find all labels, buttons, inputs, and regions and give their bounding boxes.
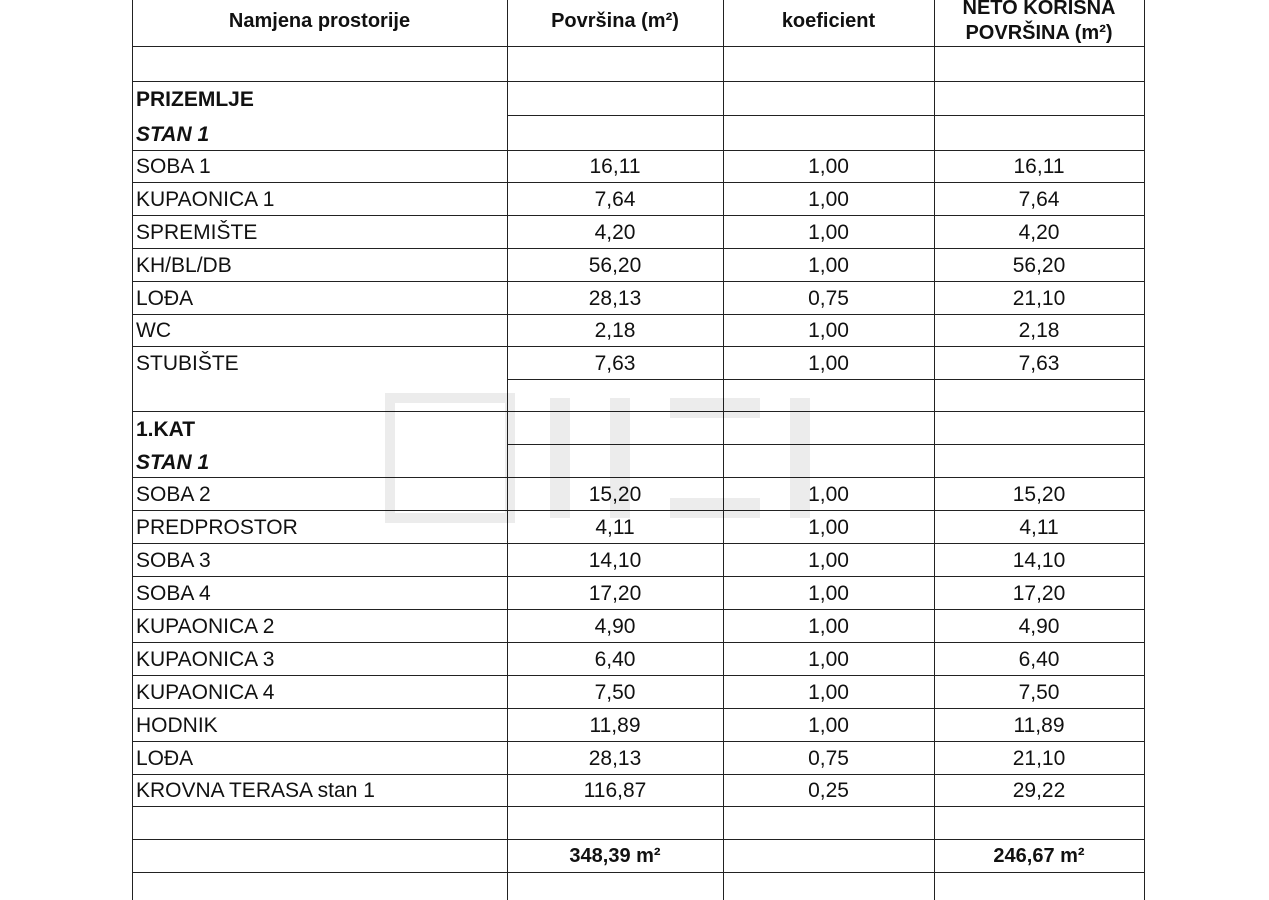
room-net-area: 7,64 bbox=[1018, 187, 1060, 211]
room-coefficient: 1,00 bbox=[808, 713, 849, 737]
room-area: 7,63 bbox=[594, 351, 636, 375]
table-row bbox=[132, 216, 1144, 249]
room-area: 2,18 bbox=[594, 318, 636, 342]
grid-line bbox=[132, 46, 1144, 47]
room-name: KROVNA TERASA stan 1 bbox=[136, 778, 375, 802]
total-net-area: 246,67 m² bbox=[993, 845, 1085, 867]
room-coefficient: 1,00 bbox=[808, 318, 849, 342]
room-net-area: 15,20 bbox=[1012, 482, 1066, 506]
room-name: KUPAONICA 3 bbox=[136, 647, 275, 671]
unit-row bbox=[132, 446, 1144, 479]
table-row bbox=[132, 709, 1144, 742]
grid-line bbox=[132, 81, 1144, 82]
table-row bbox=[132, 544, 1144, 577]
room-coefficient: 1,00 bbox=[808, 187, 849, 211]
room-area: 116,87 bbox=[583, 778, 647, 802]
room-name: SOBA 3 bbox=[136, 548, 211, 572]
section-title: 1.KAT bbox=[136, 417, 196, 441]
room-net-area: 7,63 bbox=[1018, 351, 1060, 375]
room-area: 28,13 bbox=[588, 746, 642, 770]
header-row bbox=[132, 0, 1144, 46]
room-net-area: 16,11 bbox=[1013, 154, 1065, 178]
room-coefficient: 1,00 bbox=[808, 647, 849, 671]
header-net-area bbox=[934, 0, 1144, 46]
room-area: 28,13 bbox=[588, 286, 642, 310]
room-name: SPREMIŠTE bbox=[136, 220, 258, 244]
table-row bbox=[132, 774, 1144, 807]
unit-title: STAN 1 bbox=[136, 450, 210, 474]
room-net-area: 4,90 bbox=[1018, 614, 1060, 638]
room-area: 11,89 bbox=[589, 713, 641, 737]
room-area: 17,20 bbox=[588, 581, 642, 605]
unit-title: STAN 1 bbox=[136, 122, 210, 146]
room-net-area: 6,40 bbox=[1018, 647, 1060, 671]
room-coefficient: 1,00 bbox=[808, 515, 849, 539]
room-name: HODNIK bbox=[136, 713, 218, 737]
room-area: 4,20 bbox=[594, 220, 636, 244]
room-name: KUPAONICA 2 bbox=[136, 614, 275, 638]
room-area: 4,90 bbox=[594, 614, 636, 638]
room-net-area: 29,22 bbox=[1012, 778, 1066, 802]
room-coefficient: 0,25 bbox=[808, 778, 849, 802]
section-row bbox=[132, 413, 1144, 446]
room-coefficient: 1,00 bbox=[808, 548, 849, 572]
room-net-area: 21,10 bbox=[1012, 746, 1066, 770]
room-name: SOBA 4 bbox=[136, 581, 211, 605]
room-net-area: 17,20 bbox=[1012, 581, 1066, 605]
table-row bbox=[132, 610, 1144, 643]
room-coefficient: 1,00 bbox=[808, 351, 849, 375]
table-row bbox=[132, 643, 1144, 676]
room-net-area: 2,18 bbox=[1018, 318, 1060, 342]
room-name: SOBA 1 bbox=[136, 154, 211, 178]
table-row bbox=[132, 511, 1144, 544]
room-name: KUPAONICA 4 bbox=[136, 680, 275, 704]
grid-line bbox=[132, 411, 1144, 412]
grid-line bbox=[1144, 0, 1145, 900]
room-area: 15,20 bbox=[588, 482, 642, 506]
room-name: LOĐA bbox=[136, 286, 194, 310]
table-row bbox=[132, 478, 1144, 511]
room-net-area: 4,20 bbox=[1018, 220, 1060, 244]
table-row bbox=[132, 150, 1144, 183]
section-title: PRIZEMLJE bbox=[136, 88, 254, 111]
table-row bbox=[132, 282, 1144, 315]
room-area: 16,11 bbox=[589, 154, 641, 178]
room-name: LOĐA bbox=[136, 746, 194, 770]
total-area: 348,39 m² bbox=[569, 845, 661, 867]
room-name: STUBIŠTE bbox=[136, 351, 239, 375]
section-row bbox=[132, 84, 1144, 116]
table-row bbox=[132, 347, 1144, 380]
room-area: 7,64 bbox=[594, 187, 636, 211]
room-coefficient: 1,00 bbox=[808, 253, 849, 277]
room-area: 4,11 bbox=[595, 515, 635, 539]
room-coefficient: 1,00 bbox=[808, 680, 849, 704]
table-row bbox=[132, 676, 1144, 709]
room-area: 6,40 bbox=[594, 647, 636, 671]
room-name: KH/BL/DB bbox=[136, 253, 232, 277]
header-name: Namjena prostorije bbox=[228, 9, 411, 32]
unit-row bbox=[132, 118, 1144, 151]
room-net-area: 7,50 bbox=[1018, 680, 1060, 704]
room-area: 56,20 bbox=[588, 253, 642, 277]
room-net-area: 21,10 bbox=[1012, 286, 1066, 310]
room-net-area: 4,11 bbox=[1019, 515, 1059, 539]
table-row bbox=[132, 577, 1144, 610]
totals-row bbox=[132, 840, 1144, 873]
header-net-line2: POVRŠINA (m²) bbox=[965, 22, 1113, 44]
room-name: WC bbox=[136, 318, 171, 342]
header-net-line1: NETO KORISNA bbox=[962, 0, 1116, 19]
header-area: Površina (m²) bbox=[551, 9, 679, 32]
room-coefficient: 1,00 bbox=[808, 581, 849, 605]
room-coefficient: 0,75 bbox=[808, 746, 849, 770]
room-coefficient: 0,75 bbox=[808, 286, 849, 310]
room-net-area: 14,10 bbox=[1012, 548, 1066, 572]
room-coefficient: 1,00 bbox=[808, 154, 849, 178]
room-net-area: 11,89 bbox=[1013, 713, 1065, 737]
room-area: 7,50 bbox=[594, 680, 636, 704]
room-coefficient: 1,00 bbox=[808, 220, 849, 244]
room-area: 14,10 bbox=[588, 548, 642, 572]
room-coefficient: 1,00 bbox=[808, 614, 849, 638]
room-name: KUPAONICA 1 bbox=[136, 187, 275, 211]
table-row bbox=[132, 742, 1144, 775]
table-row bbox=[132, 314, 1144, 347]
room-name: PREDPROSTOR bbox=[136, 515, 298, 539]
table-row bbox=[132, 183, 1144, 216]
room-net-area: 56,20 bbox=[1012, 253, 1066, 277]
room-coefficient: 1,00 bbox=[808, 482, 849, 506]
header-coefficient: koeficient bbox=[781, 9, 876, 32]
room-name: SOBA 2 bbox=[136, 482, 211, 506]
table-row bbox=[132, 249, 1144, 282]
